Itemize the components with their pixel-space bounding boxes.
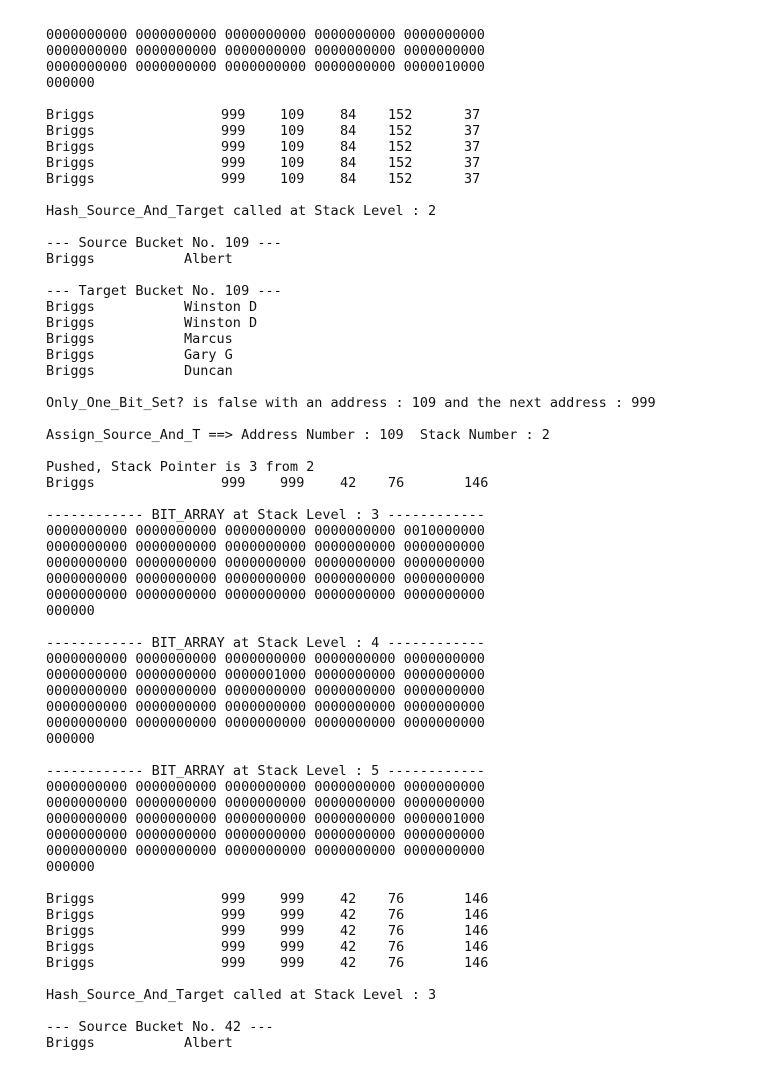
number-cell: 37 — [464, 139, 481, 155]
number-cell: 152 — [388, 107, 413, 123]
bit-arrays — [46, 507, 746, 891]
record-table-1 — [46, 107, 746, 187]
number-cell: 84 — [340, 155, 357, 171]
bucket-entry — [46, 1035, 746, 1051]
surname-cell: Briggs — [46, 475, 95, 491]
only-one-bit-line: Only_One_Bit_Set? is false with an address : 109 and the next address : 999 — [46, 395, 656, 411]
table-row — [46, 907, 746, 923]
table-row — [46, 475, 746, 491]
table-row — [46, 171, 746, 187]
number-cell: 146 — [464, 955, 489, 971]
number-cell: 999 — [280, 955, 305, 971]
number-cell: 999 — [221, 123, 246, 139]
bit-array-block — [46, 763, 746, 891]
table-row — [46, 139, 746, 155]
number-cell: 37 — [464, 155, 481, 171]
surname-cell: Briggs — [46, 1035, 95, 1051]
number-cell: 999 — [221, 939, 246, 955]
number-cell: 84 — [340, 171, 357, 187]
bit-line: 000000 — [46, 859, 95, 875]
bit-line: 0000000000 0000000000 0000000000 0000000000 0000000000 — [46, 843, 485, 859]
hash-call-line: Hash_Source_And_Target called at Stack Level : 3 — [46, 987, 437, 1003]
source-bucket-header: --- Source Bucket No. 109 --- — [46, 235, 282, 251]
bit-line: 0000000000 0000000000 0000000000 0000000000 0000000000 — [46, 43, 485, 59]
given-name-cell: Duncan — [184, 363, 233, 379]
number-cell: 76 — [388, 955, 405, 971]
number-cell: 76 — [388, 475, 405, 491]
number-cell: 999 — [280, 923, 305, 939]
spacer — [46, 875, 746, 891]
number-cell: 42 — [340, 923, 357, 939]
bit-line: 0000000000 0000000000 0000000000 0000000000 0000010000 — [46, 59, 485, 75]
table-row — [46, 891, 746, 907]
number-cell: 146 — [464, 475, 489, 491]
number-cell: 999 — [221, 955, 246, 971]
bucket-entry — [46, 251, 746, 267]
number-cell: 109 — [280, 107, 305, 123]
bit-line: 0000000000 0000000000 0000000000 0000000000 0000000000 — [46, 827, 485, 843]
bit-array-block — [46, 507, 746, 635]
given-name-cell: Albert — [184, 1035, 233, 1051]
number-cell: 109 — [280, 155, 305, 171]
source-bucket-entries — [46, 251, 746, 267]
number-cell: 37 — [464, 107, 481, 123]
number-cell: 76 — [388, 923, 405, 939]
number-cell: 146 — [464, 907, 489, 923]
record-table-2 — [46, 891, 746, 971]
bit-line: 000000 — [46, 75, 95, 91]
table-row — [46, 923, 746, 939]
bit-line: 0000000000 0000000000 0000000000 0000000000 0000000000 — [46, 683, 485, 699]
bit-array-header: ------------ BIT_ARRAY at Stack Level : 5 ------------ — [46, 763, 485, 779]
surname-cell: Briggs — [46, 251, 95, 267]
number-cell: 42 — [340, 955, 357, 971]
table-row — [46, 939, 746, 955]
bit-line: 0000000000 0000000000 0000000000 0000000000 0000000000 — [46, 699, 485, 715]
number-cell: 999 — [280, 475, 305, 491]
table-row — [46, 155, 746, 171]
surname-cell: Briggs — [46, 363, 95, 379]
surname-cell: Briggs — [46, 347, 95, 363]
number-cell: 152 — [388, 171, 413, 187]
number-cell: 84 — [340, 107, 357, 123]
spacer — [46, 619, 746, 635]
hash-call-line: Hash_Source_And_Target called at Stack Level : 2 — [46, 203, 437, 219]
bit-array-header: ------------ BIT_ARRAY at Stack Level : 3 ------------ — [46, 507, 485, 523]
given-name-cell: Marcus — [184, 331, 233, 347]
bit-line: 000000 — [46, 603, 95, 619]
surname-cell: Briggs — [46, 315, 95, 331]
number-cell: 999 — [280, 891, 305, 907]
number-cell: 42 — [340, 939, 357, 955]
bit-line: 0000000000 0000000000 0000000000 0000000000 0000000000 — [46, 779, 485, 795]
pushed-line: Pushed, Stack Pointer is 3 from 2 — [46, 459, 315, 475]
pushed-record-row — [46, 475, 746, 491]
number-cell: 999 — [221, 171, 246, 187]
spacer — [46, 747, 746, 763]
target-bucket-entries — [46, 299, 746, 379]
bit-array-header: ------------ BIT_ARRAY at Stack Level : 4 ------------ — [46, 635, 485, 651]
number-cell: 42 — [340, 907, 357, 923]
number-cell: 999 — [221, 923, 246, 939]
bit-array-block — [46, 635, 746, 763]
surname-cell: Briggs — [46, 939, 95, 955]
table-row — [46, 107, 746, 123]
bit-line: 0000000000 0000000000 0000000000 0000000000 0010000000 — [46, 523, 485, 539]
number-cell: 999 — [221, 907, 246, 923]
bucket-entry — [46, 299, 746, 315]
number-cell: 109 — [280, 123, 305, 139]
bucket-entry — [46, 331, 746, 347]
bit-line: 0000000000 0000000000 0000000000 0000000000 0000000000 — [46, 715, 485, 731]
surname-cell: Briggs — [46, 907, 95, 923]
source-bucket-entries — [46, 1035, 746, 1051]
surname-cell: Briggs — [46, 923, 95, 939]
number-cell: 146 — [464, 923, 489, 939]
number-cell: 999 — [221, 475, 246, 491]
bucket-entry — [46, 363, 746, 379]
number-cell: 84 — [340, 139, 357, 155]
bit-line: 0000000000 0000000000 0000000000 0000000000 0000000000 — [46, 27, 485, 43]
bucket-entry — [46, 315, 746, 331]
number-cell: 109 — [280, 139, 305, 155]
bit-line: 0000000000 0000000000 0000000000 0000000000 0000000000 — [46, 795, 485, 811]
bit-line: 0000000000 0000000000 0000000000 0000000000 0000000000 — [46, 587, 485, 603]
number-cell: 42 — [340, 891, 357, 907]
printout-page — [46, 27, 746, 1051]
surname-cell: Briggs — [46, 955, 95, 971]
surname-cell: Briggs — [46, 139, 95, 155]
bit-line: 000000 — [46, 731, 95, 747]
surname-cell: Briggs — [46, 299, 95, 315]
number-cell: 42 — [340, 475, 357, 491]
surname-cell: Briggs — [46, 331, 95, 347]
surname-cell: Briggs — [46, 171, 95, 187]
surname-cell: Briggs — [46, 107, 95, 123]
number-cell: 999 — [221, 891, 246, 907]
number-cell: 146 — [464, 891, 489, 907]
given-name-cell: Winston D — [184, 315, 258, 331]
number-cell: 999 — [221, 155, 246, 171]
bit-line: 0000000000 0000000000 0000000000 0000000000 0000000000 — [46, 555, 485, 571]
number-cell: 152 — [388, 155, 413, 171]
given-name-cell: Winston D — [184, 299, 258, 315]
number-cell: 76 — [388, 907, 405, 923]
surname-cell: Briggs — [46, 123, 95, 139]
number-cell: 999 — [221, 107, 246, 123]
table-row — [46, 123, 746, 139]
number-cell: 84 — [340, 123, 357, 139]
given-name-cell: Gary G — [184, 347, 233, 363]
source-bucket-header: --- Source Bucket No. 42 --- — [46, 1019, 274, 1035]
number-cell: 37 — [464, 123, 481, 139]
number-cell: 999 — [280, 939, 305, 955]
number-cell: 999 — [280, 907, 305, 923]
bit-line: 0000000000 0000000000 0000000000 0000000000 0000000000 — [46, 571, 485, 587]
number-cell: 152 — [388, 123, 413, 139]
number-cell: 146 — [464, 939, 489, 955]
surname-cell: Briggs — [46, 155, 95, 171]
surname-cell: Briggs — [46, 891, 95, 907]
table-row — [46, 955, 746, 971]
number-cell: 76 — [388, 891, 405, 907]
number-cell: 37 — [464, 171, 481, 187]
assign-line: Assign_Source_And_T ==> Address Number : 109 Stack Number : 2 — [46, 427, 550, 443]
bit-line: 0000000000 0000000000 0000000000 0000000000 0000000000 — [46, 539, 485, 555]
bucket-entry — [46, 347, 746, 363]
bit-array-top — [46, 27, 746, 91]
bit-line: 0000000000 0000000000 0000000000 0000000000 0000001000 — [46, 811, 485, 827]
number-cell: 152 — [388, 139, 413, 155]
target-bucket-header: --- Target Bucket No. 109 --- — [46, 283, 282, 299]
number-cell: 999 — [221, 139, 246, 155]
bit-line: 0000000000 0000000000 0000000000 0000000000 0000000000 — [46, 651, 485, 667]
bit-line: 0000000000 0000000000 0000001000 0000000000 0000000000 — [46, 667, 485, 683]
number-cell: 76 — [388, 939, 405, 955]
number-cell: 109 — [280, 171, 305, 187]
given-name-cell: Albert — [184, 251, 233, 267]
